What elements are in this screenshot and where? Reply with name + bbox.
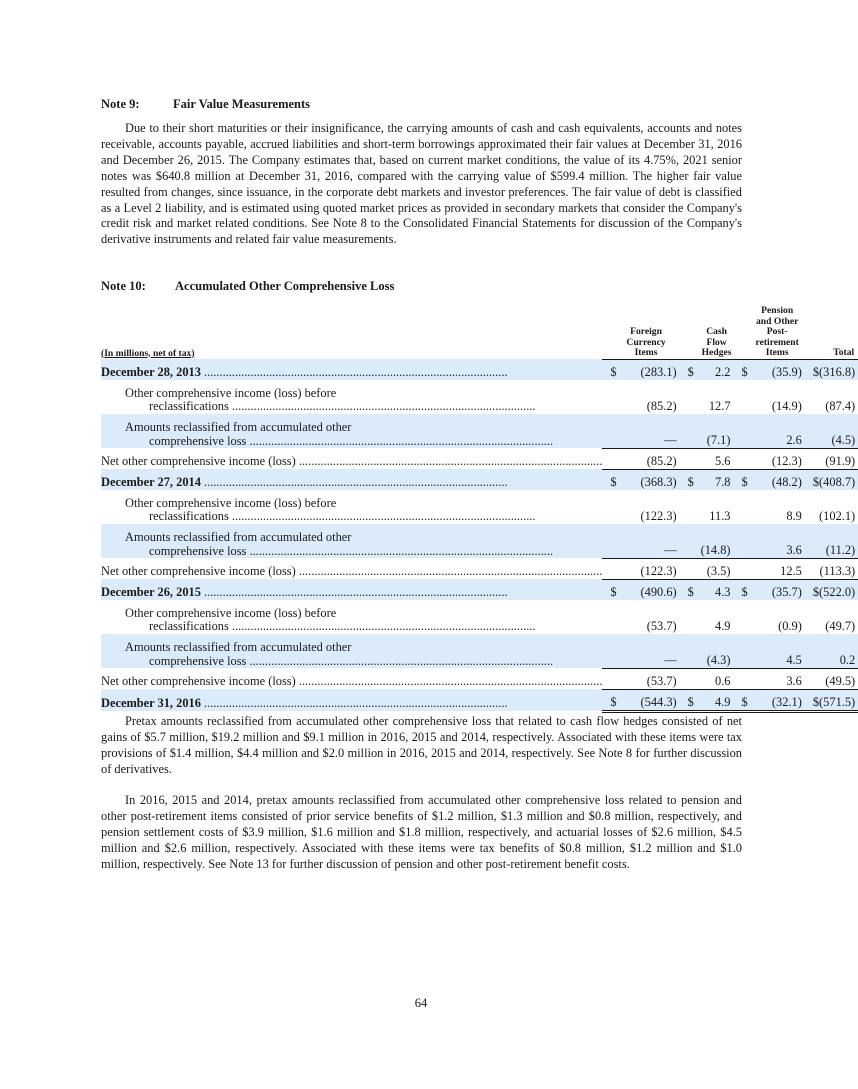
cell-c3: (32.1) [753, 689, 805, 711]
currency-symbol: $ [680, 579, 696, 600]
cell-c4: (408.7) [819, 469, 858, 490]
row-label-line1: Amounts reclassified from accumulated other [125, 420, 352, 434]
cell-c4: (4.5) [819, 414, 858, 449]
currency-symbol: $ [602, 689, 621, 711]
cell-c3: 12.5 [753, 558, 805, 579]
cell-c2: 4.9 [695, 689, 733, 711]
col-header-pension: Pension and Other Post-retirement Items [755, 305, 799, 358]
note10-number: Note 10: [101, 279, 146, 293]
page-number: 64 [414, 996, 428, 1010]
row-label-line2: comprehensive loss [149, 543, 247, 558]
cell-c3: 3.6 [753, 524, 805, 559]
note10-heading [101, 279, 394, 294]
currency-symbol: $ [805, 579, 819, 600]
cell-c1: (53.7) [621, 668, 679, 689]
cell-c4: (102.1) [819, 508, 856, 523]
cell-c1: (544.3) [621, 689, 679, 711]
cell-c4: (571.5) [819, 689, 858, 711]
currency-symbol: $ [805, 359, 819, 380]
row-label-line2: reclassifications [149, 619, 229, 633]
row-label-line1: Amounts reclassified from accumulated other [125, 530, 352, 544]
currency-symbol: $ [680, 359, 696, 380]
cell-c1: (53.7) [646, 618, 677, 633]
cell-c1: (85.2) [646, 398, 677, 413]
cell-c1: (490.6) [621, 579, 679, 600]
row-label-line2: reclassifications [149, 399, 229, 413]
table-row: Net other comprehensive income (loss) .................................................................................................. (122.3) (3.5) 12.5 (113.3) [101, 558, 858, 579]
currency-symbol: $ [805, 689, 819, 711]
cell-c2: 5.6 [695, 448, 733, 469]
table-row: Amounts reclassified from accumulated other comprehensive loss .................................................................................................. — (14.8) 3.6 (11.2) [101, 524, 858, 559]
table-row: Net other comprehensive income (loss) .................................................................................................. (85.2) 5.6 (12.3) (91.9) [101, 448, 858, 469]
col-header-foreign-currency: Foreign Currency Items [626, 326, 666, 358]
table-row: Other comprehensive income (loss) before reclassifications .................................................................................................. (53.7) 4.9 (0.9) (49.7) [101, 600, 858, 634]
cell-c4: (49.5) [819, 668, 858, 689]
currency-symbol: $ [602, 359, 621, 380]
note10-paragraph-cash-flow: Pretax amounts reclassified from accumulated other comprehensive loss that related to cash flow hedges consisted of net gains of $5.7 million, $19.2 million and $9.1 million in 2016, 2015 and 2014, respectively. Associated with these items were tax provisions of $1.4 million, $4.4 million and $2.0 million in 2016, 2015 and 2014, respectively. See Note 8 for further discussion of derivatives. [101, 714, 742, 776]
table-row: Net other comprehensive income (loss) .................................................................................................. (53.7) 0.6 3.6 (49.5) [101, 668, 858, 689]
cell-c2: (4.3) [695, 634, 733, 669]
cell-c2: (14.8) [695, 524, 733, 559]
cell-c1: (368.3) [621, 469, 679, 490]
cell-c2: (7.1) [695, 414, 733, 449]
row-label-line2: comprehensive loss [149, 653, 247, 668]
cell-c1: — [621, 634, 679, 669]
cell-c3: (14.9) [771, 398, 802, 413]
row-label-line2: comprehensive loss [149, 433, 247, 448]
note9-body: Due to their short maturities or their insignificance, the carrying amounts of cash and cash equivalents, accounts and notes receivable, accounts payable, accrued liabilities and short-term borrowings approximated their fair values at December 31, 2016 and December 26, 2015. The Company estimates that, based on current market conditions, the value of its 4.75%, 2021 senior notes was $640.8 million at December 31, 2016, compared with the carrying value of $599.4 million. The higher fair value resulted from changes, since issuance, in the corporate debt markets and investor preferences. The fair value of debt is classified as a Level 2 liability, and is estimated using quoted market prices as provided in secondary markets that consider the Company's credit risk and market related conditions. See Note 8 to the Consolidated Financial Statements for discussion of the Company's derivative instruments and related fair value measurements. [101, 121, 742, 247]
currency-symbol: $ [680, 689, 696, 711]
cell-c2: 4.9 [715, 618, 731, 633]
row-label-line1: Other comprehensive income (loss) before [125, 495, 337, 510]
cell-c3: 8.9 [786, 508, 802, 523]
note9-title: Fair Value Measurements [173, 97, 311, 111]
cell-c4: 0.2 [819, 634, 858, 669]
row-label: December 27, 2014 [101, 474, 201, 489]
table-header-row [101, 306, 858, 359]
cell-c1: — [621, 414, 679, 449]
cell-c4: (316.8) [819, 359, 858, 380]
cell-c3: 4.5 [753, 634, 805, 669]
cell-c3: (35.9) [753, 359, 805, 380]
note10-paragraph-pension: In 2016, 2015 and 2014, pretax amounts reclassified from accumulated other comprehensive loss related to pension and other post-retirement items consisted of prior service benefits of $1.2 million, $1.3 million and $0.8 million, respectively, and pension settlement costs of $3.9 million, $1.6 million and $1.8 million, respectively, and actuarial losses of $2.6 million, $4.5 million and $2.6 million, respectively. Associated with these items were tax benefits of $0.8 million, $1.2 million and $1.0 million, respectively. See Note 13 for further discussion of pension and other post-retirement benefit costs. [101, 793, 742, 871]
table-row: December 28, 2013 .................................................................................................. $ (283.1) $ 2.2 $ (35.9) $ (316.8) [101, 359, 858, 380]
cell-c4: (522.0) [819, 579, 858, 600]
aoci-table [101, 306, 858, 713]
row-label-line2: reclassifications [149, 509, 229, 523]
row-label: Net other comprehensive income (loss) [101, 674, 296, 688]
cell-c1: — [621, 524, 679, 559]
currency-symbol: $ [602, 469, 621, 490]
cell-c4: (91.9) [819, 448, 858, 469]
cell-c3: (0.9) [778, 618, 802, 633]
row-label: December 31, 2016 [101, 696, 201, 710]
cell-c4: (49.7) [825, 618, 856, 633]
cell-c2: 7.8 [695, 469, 733, 490]
note9-number: Note 9: [101, 97, 140, 111]
units-label: (In millions, net of tax) [101, 347, 195, 359]
table-row: December 26, 2015 .................................................................................................. $ (490.6) $ 4.3 $ (35.7) $ (522.0) [101, 579, 858, 600]
col-header-total: Total [833, 347, 855, 358]
row-label-line1: Other comprehensive income (loss) before [125, 385, 337, 400]
cell-c4: (113.3) [819, 558, 858, 579]
cell-c1: (85.2) [621, 448, 679, 469]
cell-c2: 12.7 [708, 398, 731, 413]
cell-c2: 2.2 [695, 359, 733, 380]
row-label: Net other comprehensive income (loss) [101, 564, 296, 578]
table-row: December 27, 2014 .................................................................................................. $ (368.3) $ 7.8 $ (48.2) $ (408.7) [101, 469, 858, 490]
table-row: Amounts reclassified from accumulated other comprehensive loss .................................................................................................. — (7.1) 2.6 (4.5) [101, 414, 858, 449]
currency-symbol: $ [734, 689, 754, 711]
cell-c1: (122.3) [621, 558, 679, 579]
note9-heading [101, 97, 310, 112]
row-label: December 26, 2015 [101, 584, 201, 599]
cell-c2: (3.5) [695, 558, 733, 579]
col-header-cash-flow-hedges: Cash Flow Hedges [701, 326, 732, 358]
table-row: Amounts reclassified from accumulated other comprehensive loss .................................................................................................. — (4.3) 4.5 0.2 [101, 634, 858, 669]
currency-symbol: $ [602, 579, 621, 600]
cell-c3: (12.3) [753, 448, 805, 469]
cell-c4: (11.2) [819, 524, 858, 559]
note10-title: Accumulated Other Comprehensive Loss [175, 279, 395, 293]
row-label-line1: Amounts reclassified from accumulated other [125, 640, 352, 654]
table-row: Other comprehensive income (loss) before reclassifications .................................................................................................. (85.2) 12.7 (14.9) (87.4) [101, 380, 858, 414]
currency-symbol: $ [734, 579, 754, 600]
table-body [101, 359, 858, 711]
row-label: Net other comprehensive income (loss) [101, 454, 296, 468]
cell-c3: 2.6 [753, 414, 805, 449]
currency-symbol: $ [680, 469, 696, 490]
cell-c3: (35.7) [753, 579, 805, 600]
currency-symbol: $ [734, 469, 754, 490]
cell-c2: 11.3 [709, 508, 731, 523]
table-row: December 31, 2016 .................................................................................................. $ (544.3) $ 4.9 $ (32.1) $ (571.5) [101, 689, 858, 711]
cell-c1: (122.3) [640, 508, 677, 523]
table-row: Other comprehensive income (loss) before reclassifications .................................................................................................. (122.3) 11.3 8.9 (102.1) [101, 490, 858, 524]
row-label: December 28, 2013 [101, 364, 201, 379]
cell-c4: (87.4) [825, 398, 856, 413]
cell-c1: (283.1) [621, 359, 679, 380]
currency-symbol: $ [805, 469, 819, 490]
cell-c3: 3.6 [753, 668, 805, 689]
cell-c2: 4.3 [695, 579, 733, 600]
cell-c2: 0.6 [695, 668, 733, 689]
cell-c3: (48.2) [753, 469, 805, 490]
row-label-line1: Other comprehensive income (loss) before [125, 605, 337, 620]
currency-symbol: $ [734, 359, 754, 380]
